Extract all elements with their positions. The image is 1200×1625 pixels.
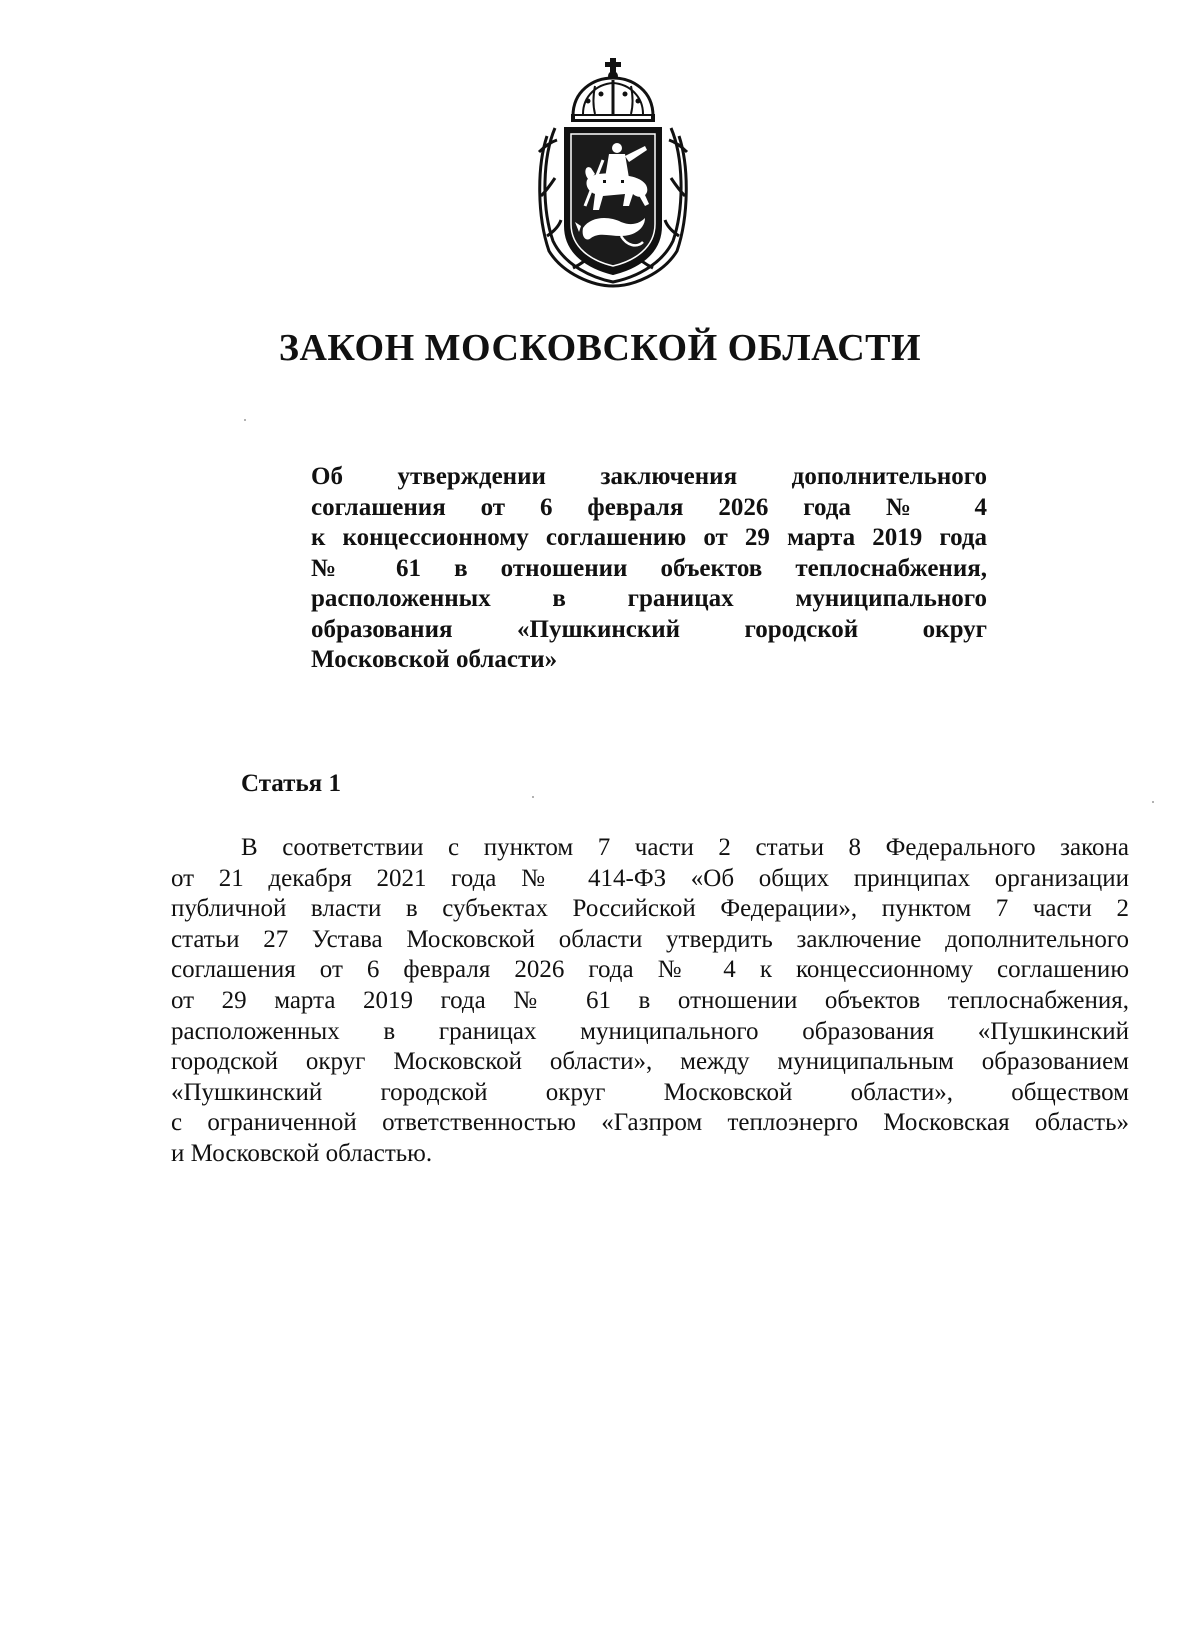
article-line: с ограниченной ответственностью «Газпром теплоэнерго Московская область» bbox=[171, 1109, 1129, 1137]
article-line: публичной власти в субъектах Российской Федерации», пунктом 7 части 2 bbox=[171, 895, 1129, 923]
title-line: Об утверждении заключения дополнительного bbox=[311, 463, 987, 490]
scan-speck bbox=[244, 419, 246, 421]
article-line: от 29 марта 2019 года № 61 в отношении объектов теплоснабжения, bbox=[171, 986, 1129, 1014]
article-body bbox=[171, 833, 1129, 1170]
scan-speck bbox=[1152, 801, 1154, 803]
title-line: соглашения от 6 февраля 2026 года № 4 bbox=[311, 493, 987, 521]
article-heading: Статья 1 bbox=[241, 770, 341, 797]
article-line: статьи 27 Устава Московской области утвердить заключение дополнительного bbox=[171, 925, 1129, 953]
article-line: В соответствии с пунктом 7 части 2 статьи 8 Федерального закона bbox=[241, 834, 1129, 861]
article-line: «Пушкинский городской округ Московской области», обществом bbox=[171, 1078, 1129, 1106]
title-line: расположенных в границах муниципального bbox=[311, 585, 987, 612]
document-title bbox=[311, 462, 987, 676]
article-line: соглашения от 6 февраля 2026 года № 4 к концессионному соглашению bbox=[171, 956, 1129, 984]
scan-speck bbox=[532, 796, 534, 798]
article-line: и Московской областью. bbox=[171, 1139, 433, 1167]
title-line: Московской области» bbox=[311, 646, 558, 673]
title-line: к концессионному соглашению от 29 марта 2019 года bbox=[311, 524, 987, 551]
title-line: образования «Пушкинский городской округ bbox=[311, 615, 987, 643]
article-line: расположенных в границах муниципального образования «Пушкинский bbox=[171, 1017, 1129, 1045]
article-line: городской округ Московской области», между муниципальным образованием bbox=[171, 1048, 1129, 1076]
document-type-heading: ЗАКОН МОСКОВСКОЙ ОБЛАСТИ bbox=[278, 327, 922, 369]
article-line: от 21 декабря 2021 года № 414-ФЗ «Об общих принципах организации bbox=[171, 864, 1129, 892]
title-line: № 61 в отношении объектов теплоснабжения, bbox=[311, 554, 987, 582]
coat-of-arms-icon bbox=[533, 56, 693, 288]
